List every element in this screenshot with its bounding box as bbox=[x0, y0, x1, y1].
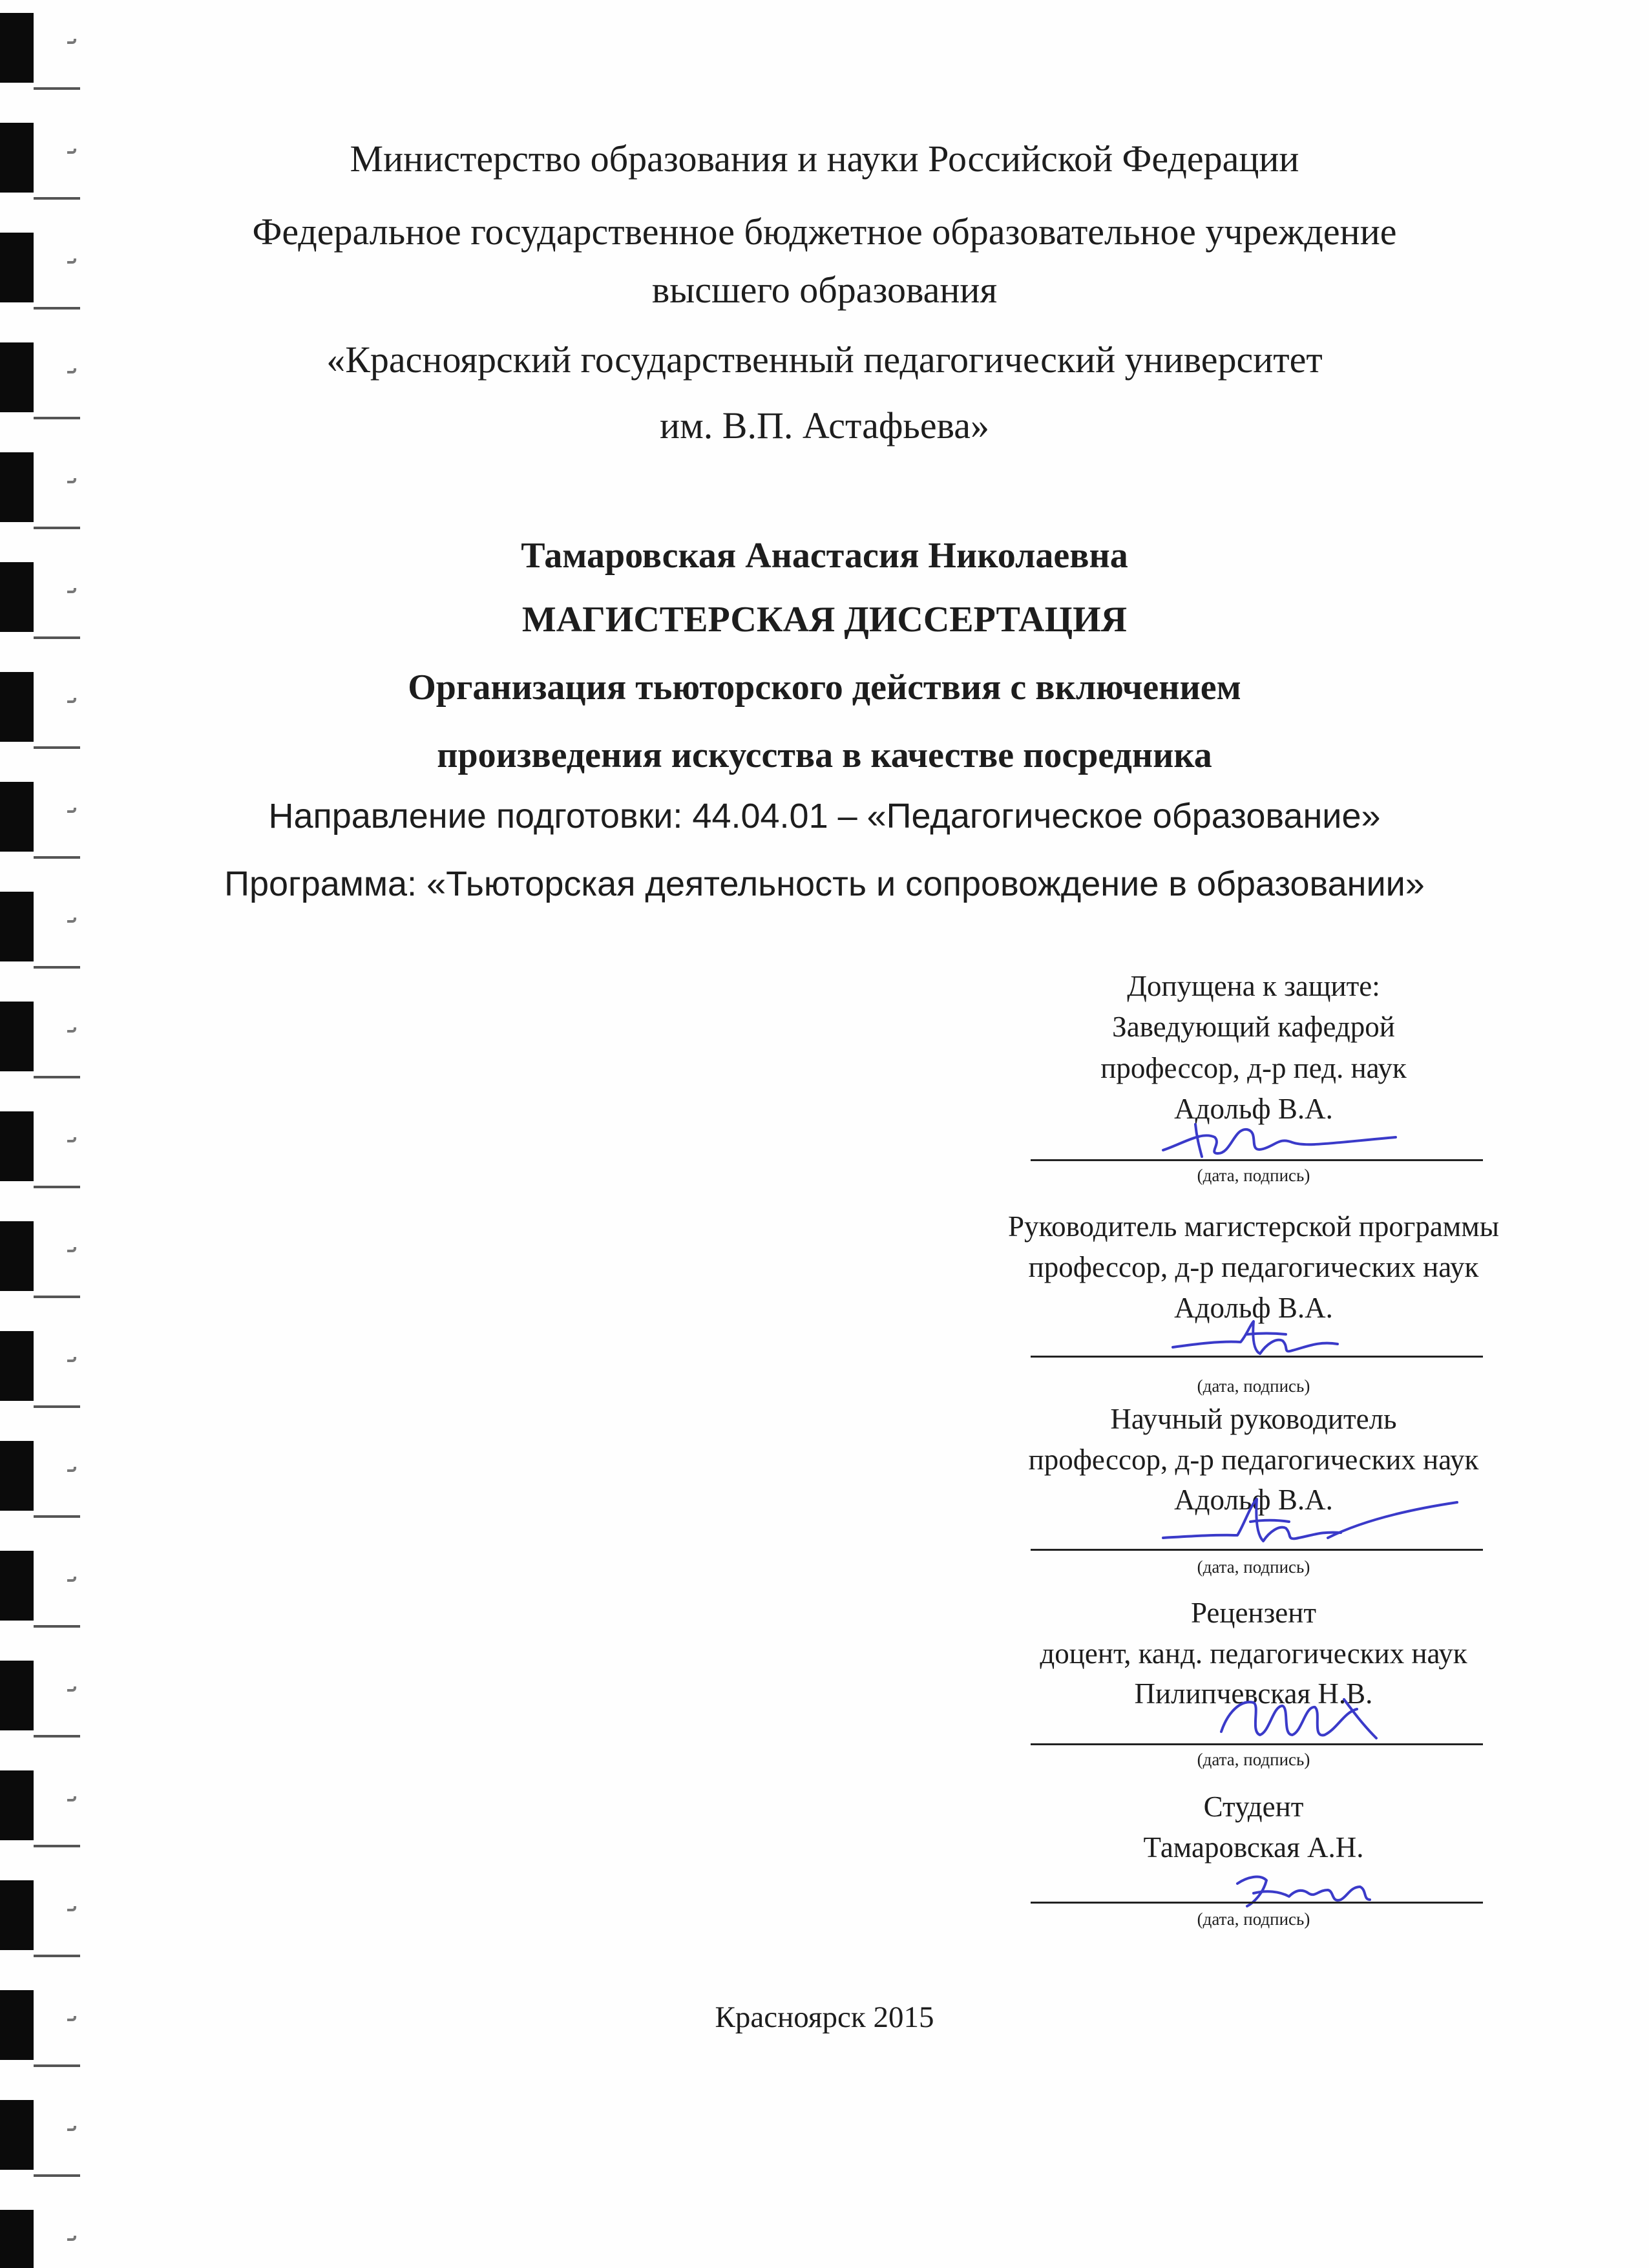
program-line: Программа: «Тьюторская деятельность и сопровождение в образовании» bbox=[224, 865, 1425, 903]
handwritten-signature-2 bbox=[1170, 1315, 1383, 1367]
binding-hook bbox=[67, 918, 76, 923]
ministry-line: Министерство образования и науки Российской Федерации bbox=[350, 138, 1299, 180]
binding-hole bbox=[0, 2100, 34, 2170]
sig1-caption: (дата, подпись) bbox=[1197, 1166, 1310, 1185]
sig4-line-2: доцент, канд. педагогических наук bbox=[1040, 1637, 1467, 1670]
sig3-rule bbox=[1031, 1549, 1483, 1551]
sig3-caption: (дата, подпись) bbox=[1197, 1557, 1310, 1577]
sig3-line-1: Научный руководитель bbox=[1110, 1403, 1397, 1435]
binding-edge bbox=[34, 1296, 80, 1298]
binding-edge bbox=[34, 1076, 80, 1078]
sig2-line-2: профессор, д-р педагогических наук bbox=[1028, 1251, 1479, 1283]
binding-hook bbox=[67, 2236, 76, 2241]
binding-hook bbox=[67, 588, 76, 593]
sig5-line-1: Студент bbox=[1203, 1790, 1304, 1823]
binding-edge bbox=[34, 527, 80, 529]
sig4-line-1: Рецензент bbox=[1190, 1597, 1317, 1629]
binding-hook bbox=[67, 1027, 76, 1033]
sig1-rule bbox=[1031, 1159, 1483, 1161]
binding-edge bbox=[34, 2174, 80, 2177]
binding-edge bbox=[34, 1735, 80, 1738]
university-line-2: им. В.П. Астафьева» bbox=[660, 404, 989, 446]
city-year: Красноярск 2015 bbox=[715, 2000, 934, 2034]
binding-hole bbox=[0, 452, 34, 522]
binding-hole bbox=[0, 1002, 34, 1071]
binding-hole bbox=[0, 1661, 34, 1730]
sig5-rule bbox=[1031, 1902, 1483, 1904]
institution-line-1: Федеральное государственное бюджетное образовательное учреждение bbox=[252, 211, 1397, 253]
binding-hook bbox=[67, 258, 76, 264]
binding-hole bbox=[0, 1441, 34, 1511]
binding-edge bbox=[34, 1405, 80, 1408]
binding-hook bbox=[67, 1247, 76, 1252]
binding-hook bbox=[67, 478, 76, 483]
binding-hole bbox=[0, 1880, 34, 1950]
topic-line-2: произведения искусства в качестве посредника bbox=[437, 735, 1212, 775]
handwritten-signature-4 bbox=[1215, 1686, 1383, 1751]
binding-edge bbox=[34, 856, 80, 859]
institution-line-2: высшего образования bbox=[651, 269, 998, 311]
sig2-caption: (дата, подпись) bbox=[1197, 1376, 1310, 1396]
binding-hole bbox=[0, 2210, 34, 2268]
author-name: Тамаровская Анастасия Николаевна bbox=[521, 536, 1128, 576]
binding-hole bbox=[0, 1551, 34, 1621]
sig2-line-1: Руководитель магистерской программы bbox=[1008, 1210, 1499, 1243]
handwritten-signature-5 bbox=[1228, 1864, 1376, 1916]
binding-hook bbox=[67, 1467, 76, 1472]
sig3-line-2: профессор, д-р педагогических наук bbox=[1028, 1444, 1479, 1476]
binding-edge bbox=[34, 87, 80, 90]
binding-hook bbox=[67, 1137, 76, 1142]
binding-hole bbox=[0, 1111, 34, 1181]
topic-line-1: Организация тьюторского действия с включением bbox=[408, 667, 1241, 708]
handwritten-signature-1 bbox=[1157, 1118, 1402, 1163]
sig2-rule bbox=[1031, 1356, 1483, 1358]
sig5-caption: (дата, подпись) bbox=[1197, 1909, 1310, 1929]
binding-hook bbox=[67, 1906, 76, 1911]
binding-hole bbox=[0, 13, 34, 83]
binding-hook bbox=[67, 2126, 76, 2131]
binding-edge bbox=[34, 1186, 80, 1188]
binding-hole bbox=[0, 1221, 34, 1291]
sig1-line-4: Адольф В.А. bbox=[1174, 1093, 1333, 1125]
binding-edge bbox=[34, 1845, 80, 1847]
direction-line: Направление подготовки: 44.04.01 – «Педагогическое образование» bbox=[268, 797, 1381, 835]
sig1-line-2: Заведующий кафедрой bbox=[1112, 1011, 1395, 1043]
sig1-line-3: профессор, д-р пед. наук bbox=[1100, 1052, 1407, 1084]
sig3-line-3: Адольф В.А. bbox=[1174, 1484, 1333, 1516]
binding-edge bbox=[34, 966, 80, 969]
handwritten-signature-3 bbox=[1160, 1486, 1464, 1557]
binding-hole bbox=[0, 1331, 34, 1401]
binding-edge bbox=[34, 1955, 80, 1957]
sig4-rule bbox=[1031, 1743, 1483, 1745]
work-type: МАГИСТЕРСКАЯ ДИССЕРТАЦИЯ bbox=[521, 600, 1128, 640]
university-line-1: «Красноярский государственный педагогический университет bbox=[326, 339, 1323, 381]
binding-edge bbox=[34, 197, 80, 200]
binding-hook bbox=[67, 1577, 76, 1582]
binding-hook bbox=[67, 1686, 76, 1692]
sig5-line-2: Тамаровская А.Н. bbox=[1143, 1831, 1364, 1864]
sig4-line-3: Пилипчевская Н.В. bbox=[1134, 1677, 1373, 1710]
binding-hook bbox=[67, 1796, 76, 1801]
binding-edge bbox=[34, 1515, 80, 1518]
binding-hook bbox=[67, 1357, 76, 1362]
binding-hole bbox=[0, 1770, 34, 1840]
sig2-line-3: Адольф В.А. bbox=[1174, 1292, 1333, 1324]
binding-hook bbox=[67, 39, 76, 44]
sig1-line-1: Допущена к защите: bbox=[1127, 970, 1380, 1002]
binding-edge bbox=[34, 2064, 80, 2067]
sig4-caption: (дата, подпись) bbox=[1197, 1750, 1310, 1769]
binding-edge bbox=[34, 1625, 80, 1628]
